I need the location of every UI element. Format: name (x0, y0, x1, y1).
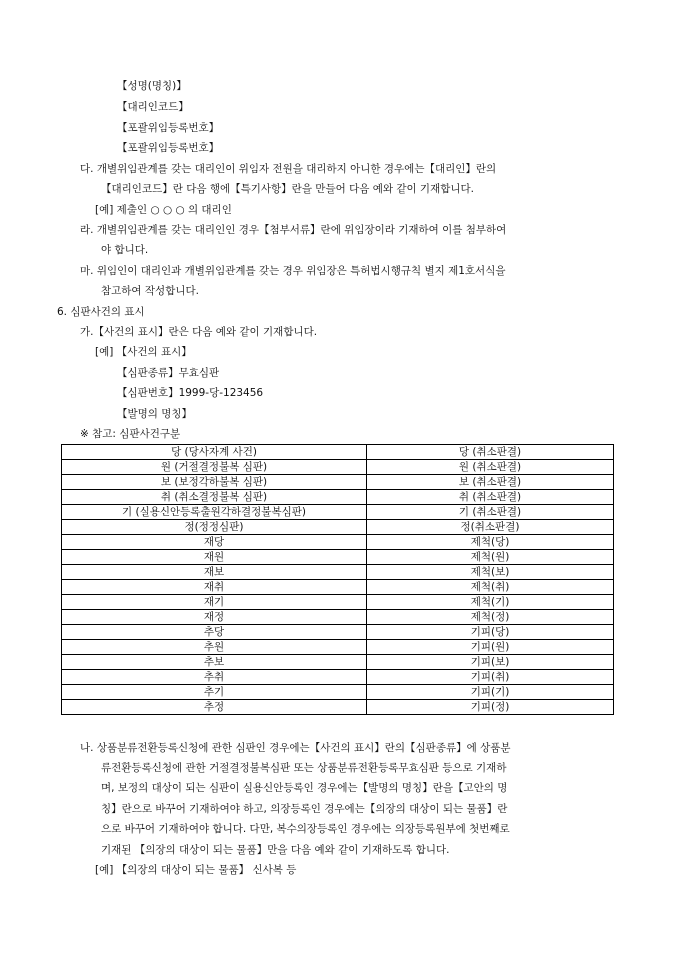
case-type-cell: 재기 (62, 595, 367, 610)
case-type-cell: 추원 (62, 640, 367, 655)
example-ga: [예] 【사건의 표시】 (95, 346, 192, 358)
revocation-judgment-cell: 기피(보) (367, 655, 614, 670)
case-type-cell: 정(정정심판) (62, 520, 367, 535)
table-row (62, 460, 614, 475)
case-type-cell: 원 (거절결정불복 심판) (62, 460, 367, 475)
table-row (62, 640, 614, 655)
revocation-judgment-cell: 제척(취) (367, 580, 614, 595)
item-ga-text: 가.【사건의 표시】란은 다음 예와 같이 기재합니다. (80, 326, 318, 338)
table-row (62, 505, 614, 520)
table-row (62, 535, 614, 550)
revocation-judgment-cell: 원 (취소판결) (367, 460, 614, 475)
revocation-judgment-cell: 보 (취소판결) (367, 475, 614, 490)
item-na-text-3: 며, 보정의 대상이 되는 심판이 실용신안등록인 경우에는【발명의 명칭】란을【고안의 명 (101, 782, 508, 794)
revocation-judgment-cell: 제척(당) (367, 535, 614, 550)
revocation-judgment-cell: 기피(기) (367, 685, 614, 700)
table-row (62, 700, 614, 715)
section-6-title: 6. 심판사건의 표시 (57, 306, 145, 318)
revocation-judgment-cell: 기피(정) (367, 700, 614, 715)
case-type-cell: 재취 (62, 580, 367, 595)
revocation-judgment-cell: 제척(정) (367, 610, 614, 625)
case-type-cell: 당 (당사자계 사건) (62, 445, 367, 460)
item-da-text-cont: 【대리인코드】란 다음 행에【특기사항】란을 만들어 다음 예와 같이 기재합니다. (101, 183, 474, 195)
table-row (62, 655, 614, 670)
revocation-judgment-cell: 당 (취소판결) (367, 445, 614, 460)
item-na-text-1: 나. 상품분류전환등록신청에 관한 심판인 경우에는【사건의 표시】란의【심판종류】에 상품분 (80, 742, 511, 754)
revocation-judgment-cell: 기 (취소판결) (367, 505, 614, 520)
case-classification-table (61, 444, 614, 715)
item-ra-text: 라. 개별위임관계를 갖는 대리인인 경우【첨부서류】란에 위임장이라 기재하여 이를 첨부하여 (80, 224, 507, 236)
case-type-cell: 재정 (62, 610, 367, 625)
revocation-judgment-cell: 취 (취소판결) (367, 490, 614, 505)
item-na-text-4: 칭】란으로 바꾸어 기재하여야 하고, 의장등록인 경우에는【의장의 대상이 되는 물품】란 (101, 803, 508, 815)
item-ra-text-cont: 야 합니다. (101, 244, 149, 256)
example-na: [예] 【의장의 대상이 되는 물품】 신사복 등 (95, 864, 297, 876)
table-row (62, 625, 614, 640)
case-type-cell: 추정 (62, 700, 367, 715)
case-type-cell: 취 (취소결정불복 심판) (62, 490, 367, 505)
table-row (62, 445, 614, 460)
field-general-power-number-2: 【포괄위임등록번호】 (117, 142, 220, 154)
table-row (62, 610, 614, 625)
table-row (62, 475, 614, 490)
table-row (62, 565, 614, 580)
revocation-judgment-cell: 기피(당) (367, 625, 614, 640)
revocation-judgment-cell: 제척(보) (367, 565, 614, 580)
note-case-classification: ※ 참고: 심판사건구분 (80, 428, 181, 440)
example-trial-type: 【심판종류】무효심판 (117, 367, 220, 379)
revocation-judgment-cell: 제척(기) (367, 595, 614, 610)
item-na-text-6: 기재된 【의장의 대상이 되는 물품】만을 다음 예와 같이 기재하도록 합니다. (101, 844, 450, 856)
example-trial-number: 【심판번호】1999-당-123456 (117, 387, 264, 399)
case-type-cell: 보 (보정각하불복 심판) (62, 475, 367, 490)
example-da: [예] 제출인 ○ ○ ○ 의 대리인 (95, 204, 232, 216)
item-da-text: 다. 개별위임관계를 갖는 대리인이 위임자 전원을 대리하지 아니한 경우에는【대리인】란의 (80, 163, 497, 175)
table-row (62, 595, 614, 610)
field-name: 【성명(명칭)】 (117, 80, 187, 92)
revocation-judgment-cell: 제척(원) (367, 550, 614, 565)
item-ma-text: 마. 위임인이 대리인과 개별위임관계를 갖는 경우 위임장은 특허법시행규칙 별지 제1호서식을 (80, 265, 506, 277)
field-agent-code: 【대리인코드】 (117, 101, 189, 113)
case-type-cell: 추당 (62, 625, 367, 640)
case-type-cell: 추보 (62, 655, 367, 670)
case-type-cell: 기 (실용신안등록출원각하결정불복심판) (62, 505, 367, 520)
case-type-cell: 재보 (62, 565, 367, 580)
table-row (62, 490, 614, 505)
example-invention-title: 【발명의 명칭】 (117, 408, 193, 420)
case-type-cell: 추취 (62, 670, 367, 685)
item-na-text-5: 으로 바꾸어 기재하여야 합니다. 다만, 복수의장등록인 경우에는 의장등록원부에 첫번째로 (101, 823, 510, 835)
table-row (62, 670, 614, 685)
revocation-judgment-cell: 기피(원) (367, 640, 614, 655)
item-ma-text-cont: 참고하여 작성합니다. (101, 285, 199, 297)
item-na-text-2: 류전환등록신청에 관한 거절결정불복심판 또는 상품분류전환등록무효심판 등으로 기재하 (101, 762, 507, 774)
table-row (62, 550, 614, 565)
case-type-cell: 추기 (62, 685, 367, 700)
case-type-cell: 재당 (62, 535, 367, 550)
revocation-judgment-cell: 정(취소판결) (367, 520, 614, 535)
table-row (62, 580, 614, 595)
case-type-cell: 재원 (62, 550, 367, 565)
revocation-judgment-cell: 기피(취) (367, 670, 614, 685)
table-row (62, 685, 614, 700)
table-row (62, 520, 614, 535)
field-general-power-number: 【포괄위임등록번호】 (117, 122, 220, 134)
